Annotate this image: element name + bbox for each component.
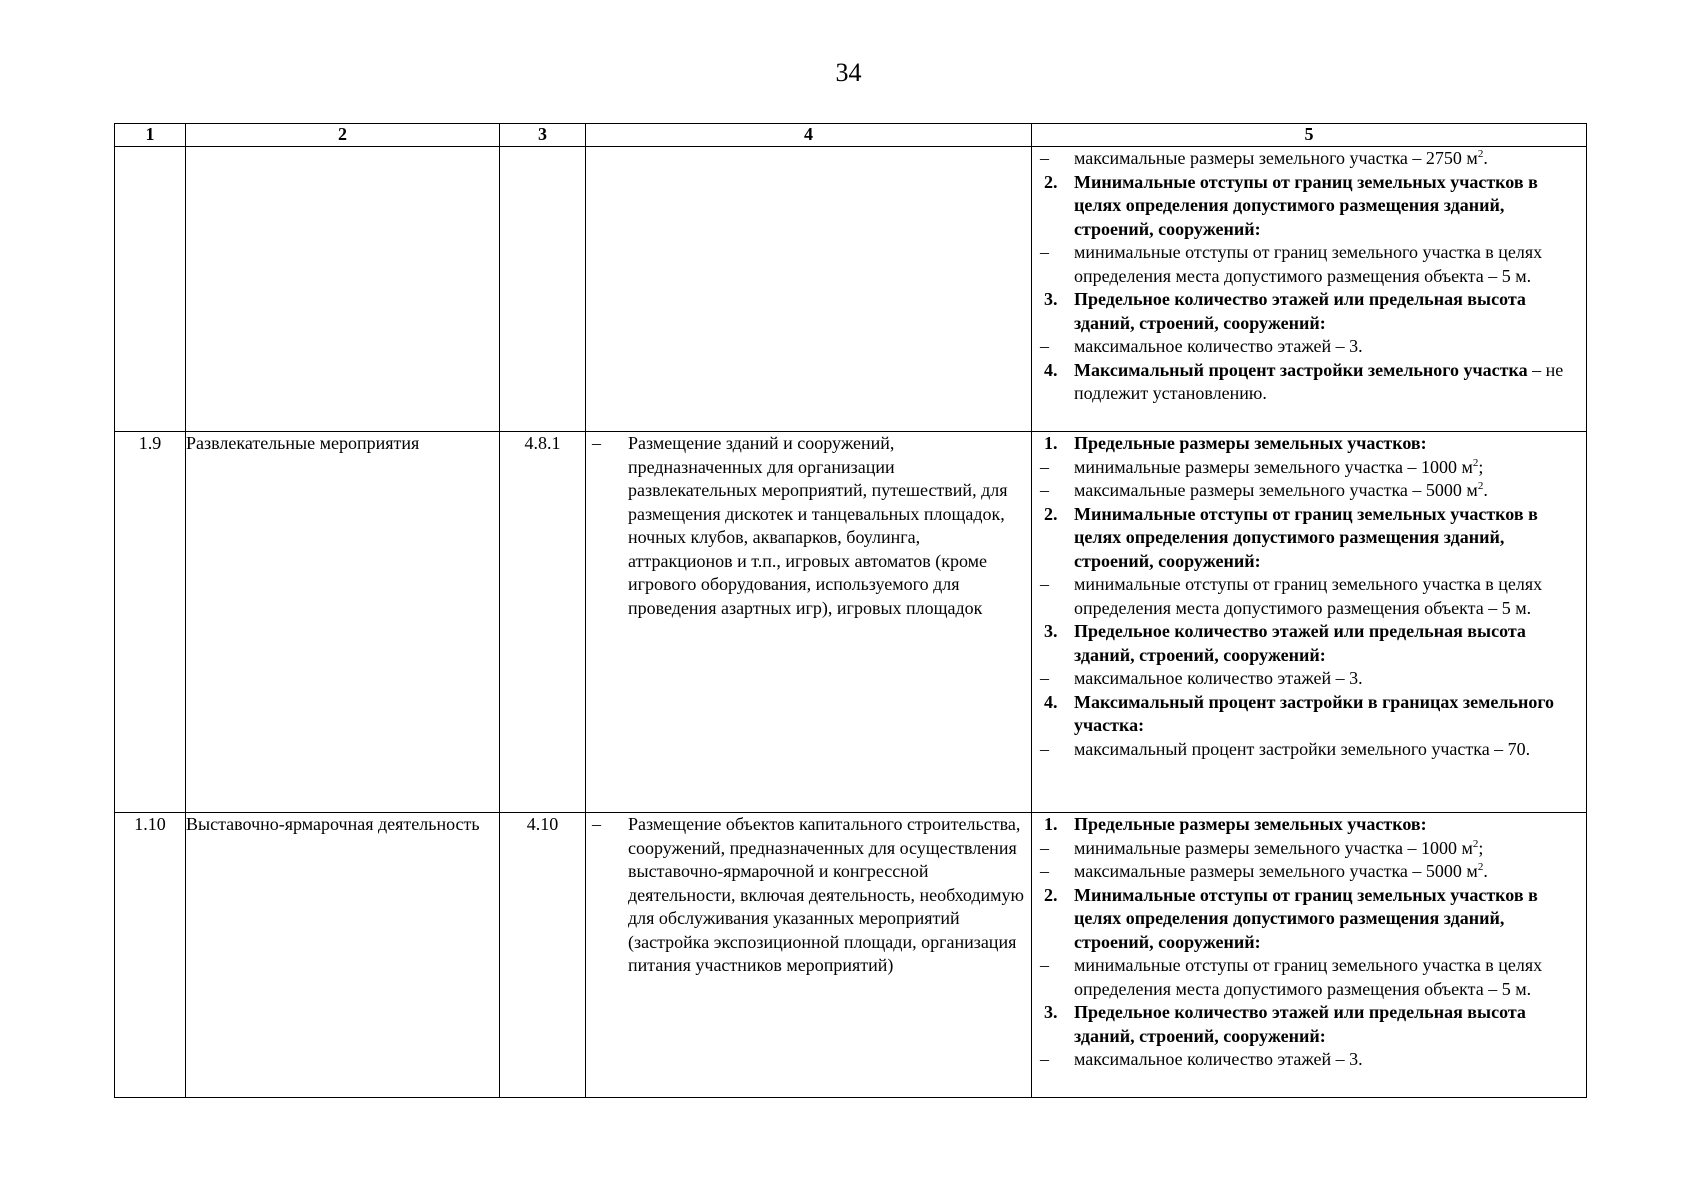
parameter-number: 4. (1044, 691, 1058, 712)
parameters-cell (1032, 147, 1587, 432)
parameter-text (1074, 954, 1586, 1001)
text-run: минимальные размеры земельного участка – 1000 м (1074, 456, 1473, 477)
header-cell-5: 5 (1032, 124, 1587, 147)
parameter-item (1032, 620, 1586, 667)
parameter-dash: – (1040, 480, 1049, 500)
text-run: минимальные отступы от границ земельного участка в целях определения места допустимого размещения объекта – 5 м. (1074, 955, 1543, 999)
superscript: 2 (1477, 148, 1484, 160)
header-cell-4: 4 (586, 124, 1032, 147)
parameter-item (1032, 456, 1586, 480)
parameter-item (1032, 667, 1586, 691)
parameter-item (1032, 813, 1586, 837)
parameter-item (1032, 1048, 1586, 1072)
text-run: минимальные отступы от границ земельного участка в целях определения места допустимого размещения объекта – 5 м. (1074, 574, 1543, 618)
parameter-text (1074, 667, 1586, 691)
text-run: . (1483, 148, 1488, 168)
parameter-text (1074, 456, 1586, 480)
text-run: Предельное количество этажей или предельная высота зданий, строений, сооружений: (1074, 289, 1526, 333)
parameter-text (1074, 837, 1586, 861)
parameter-dash: – (1040, 738, 1049, 759)
parameter-number: 3. (1044, 1002, 1058, 1022)
parameter-text (1074, 813, 1586, 837)
parameters-cell (1032, 813, 1587, 1098)
header-cell-1: 1 (115, 124, 186, 147)
text-run: Предельные размеры земельных участков: (1074, 814, 1427, 834)
parameter-item (1032, 359, 1586, 406)
use-type-code: 4.10 (500, 813, 586, 1098)
table-row (115, 147, 1587, 432)
parameter-dash: – (1040, 242, 1049, 262)
parameter-dash: – (1040, 955, 1049, 975)
parameter-text (1074, 359, 1586, 406)
superscript: 2 (1472, 837, 1479, 850)
parameter-dash: – (1040, 336, 1049, 356)
parameter-item (1032, 432, 1586, 456)
parameter-text (1074, 503, 1586, 574)
regulations-table (114, 123, 1587, 1098)
parameter-text (1074, 171, 1586, 242)
parameter-number: 2. (1044, 884, 1058, 905)
parameter-item (1032, 171, 1586, 242)
parameter-item (1032, 837, 1586, 861)
parameter-text (1074, 288, 1586, 335)
parameter-dash: – (1040, 1049, 1049, 1069)
parameter-text (1074, 479, 1586, 503)
text-run: Предельное количество этажей или предельная высота зданий, строений, сооружений: (1074, 621, 1526, 665)
page-number: 34 (835, 58, 862, 87)
description-dash: – (592, 433, 601, 453)
text-run: – не подлежит установлению. (1074, 359, 1564, 403)
use-type-name: Выставочно-ярмарочная деятельность (186, 813, 500, 1098)
text-run: максимальные размеры земельного участка – 2750 м (1074, 148, 1478, 168)
parameter-text (1074, 241, 1586, 288)
parameters-cell (1032, 432, 1587, 813)
parameter-number: 3. (1044, 289, 1058, 309)
parameter-dash: – (1040, 574, 1049, 594)
parameter-item (1032, 573, 1586, 620)
parameter-text (1074, 1048, 1586, 1072)
parameter-item (1032, 503, 1586, 574)
row-number: 1.10 (115, 813, 186, 1098)
superscript: 2 (1477, 480, 1484, 492)
row-number (115, 147, 186, 432)
description-dash: – (592, 814, 601, 834)
text-run: максимальные размеры земельного участка – 5000 м (1074, 861, 1478, 881)
text-run: Минимальные отступы от границ земельных участков в целях определения допустимого размещения зданий, строений, сооружений: (1074, 884, 1538, 952)
text-run: ; (1478, 456, 1484, 477)
parameter-item (1032, 335, 1586, 359)
text-run: максимальное количество этажей – 3. (1074, 1049, 1363, 1069)
header-cell-3: 3 (500, 124, 586, 147)
parameter-number: 4. (1044, 359, 1058, 380)
use-type-code: 4.8.1 (500, 432, 586, 813)
text-run: максимальное количество этажей – 3. (1074, 668, 1363, 688)
text-run: Предельные размеры земельных участков: (1074, 433, 1427, 453)
parameter-text (1074, 884, 1586, 955)
parameter-item (1032, 954, 1586, 1001)
parameter-item (1032, 860, 1586, 884)
parameter-item (1032, 884, 1586, 955)
description-text: Размещение зданий и сооружений, предназначенных для организации развлекательных мероприятий, путешествий, для размещения дискотек и танцевальных площадок, ночных клубов, аквапарков, боулинга, аттракционов и т.п., игровых автоматов (кроме игрового оборудования, используемого для проведения азартных игр), игровых площадок (628, 433, 1008, 618)
text-run: Минимальные отступы от границ земельных участков в целях определения допустимого размещения зданий, строений, сооружений: (1074, 171, 1538, 239)
use-type-description (586, 147, 1032, 432)
parameter-text (1074, 1001, 1586, 1048)
parameter-dash: – (1040, 148, 1049, 168)
parameter-text (1074, 432, 1586, 456)
parameter-item (1032, 147, 1586, 171)
parameter-number: 3. (1044, 621, 1058, 641)
parameter-item (1032, 479, 1586, 503)
text-run: минимальные размеры земельного участка – 1000 м (1074, 837, 1473, 858)
parameter-dash: – (1040, 668, 1049, 688)
text-run: Максимальный процент застройки земельного участка (1074, 359, 1528, 380)
parameter-dash: – (1040, 861, 1049, 881)
description-text: Размещение объектов капитального строительства, сооружений, предназначенных для осуществления выставочно-ярмарочной и конгрессной деятельности, включая деятельность, необходимую для обслуживания указанных мероприятий (застройка экспозиционной площади, организация питания участников мероприятий) (628, 814, 1024, 975)
parameter-dash: – (1040, 837, 1049, 858)
parameter-item (1032, 288, 1586, 335)
text-run: минимальные отступы от границ земельного участка в целях определения места допустимого размещения объекта – 5 м. (1074, 242, 1543, 286)
text-run: максимальный процент застройки земельного участка – 70. (1074, 738, 1531, 759)
parameter-text (1074, 738, 1586, 762)
use-type-description (586, 813, 1032, 1098)
parameter-number: 2. (1044, 171, 1058, 192)
parameter-item (1032, 738, 1586, 762)
parameter-number: 1. (1044, 433, 1058, 453)
text-run: Минимальные отступы от границ земельных участков в целях определения допустимого размещения зданий, строений, сооружений: (1074, 503, 1538, 571)
header-cell-2: 2 (186, 124, 500, 147)
parameter-text (1074, 147, 1586, 171)
text-run: Максимальный процент застройки в границах земельного участка: (1074, 691, 1555, 735)
table-row (115, 432, 1587, 813)
text-run: . (1483, 861, 1488, 881)
text-run: максимальные размеры земельного участка – 5000 м (1074, 480, 1478, 500)
superscript: 2 (1477, 861, 1484, 873)
parameter-text (1074, 691, 1586, 738)
text-run: . (1483, 480, 1488, 500)
table-row (115, 813, 1587, 1098)
header-row (115, 124, 1587, 147)
parameter-dash: – (1040, 456, 1049, 477)
parameter-number: 2. (1044, 503, 1058, 524)
row-number: 1.9 (115, 432, 186, 813)
parameter-number: 1. (1044, 814, 1058, 834)
parameter-text (1074, 335, 1586, 359)
parameter-item (1032, 241, 1586, 288)
superscript: 2 (1472, 456, 1479, 469)
parameter-item (1032, 1001, 1586, 1048)
parameter-text (1074, 573, 1586, 620)
use-type-description (586, 432, 1032, 813)
use-type-name (186, 147, 500, 432)
use-type-name: Развлекательные мероприятия (186, 432, 500, 813)
parameter-item (1032, 691, 1586, 738)
parameter-text (1074, 860, 1586, 884)
parameter-text (1074, 620, 1586, 667)
use-type-code (500, 147, 586, 432)
text-run: ; (1478, 837, 1484, 858)
text-run: максимальное количество этажей – 3. (1074, 336, 1363, 356)
text-run: Предельное количество этажей или предельная высота зданий, строений, сооружений: (1074, 1002, 1526, 1046)
